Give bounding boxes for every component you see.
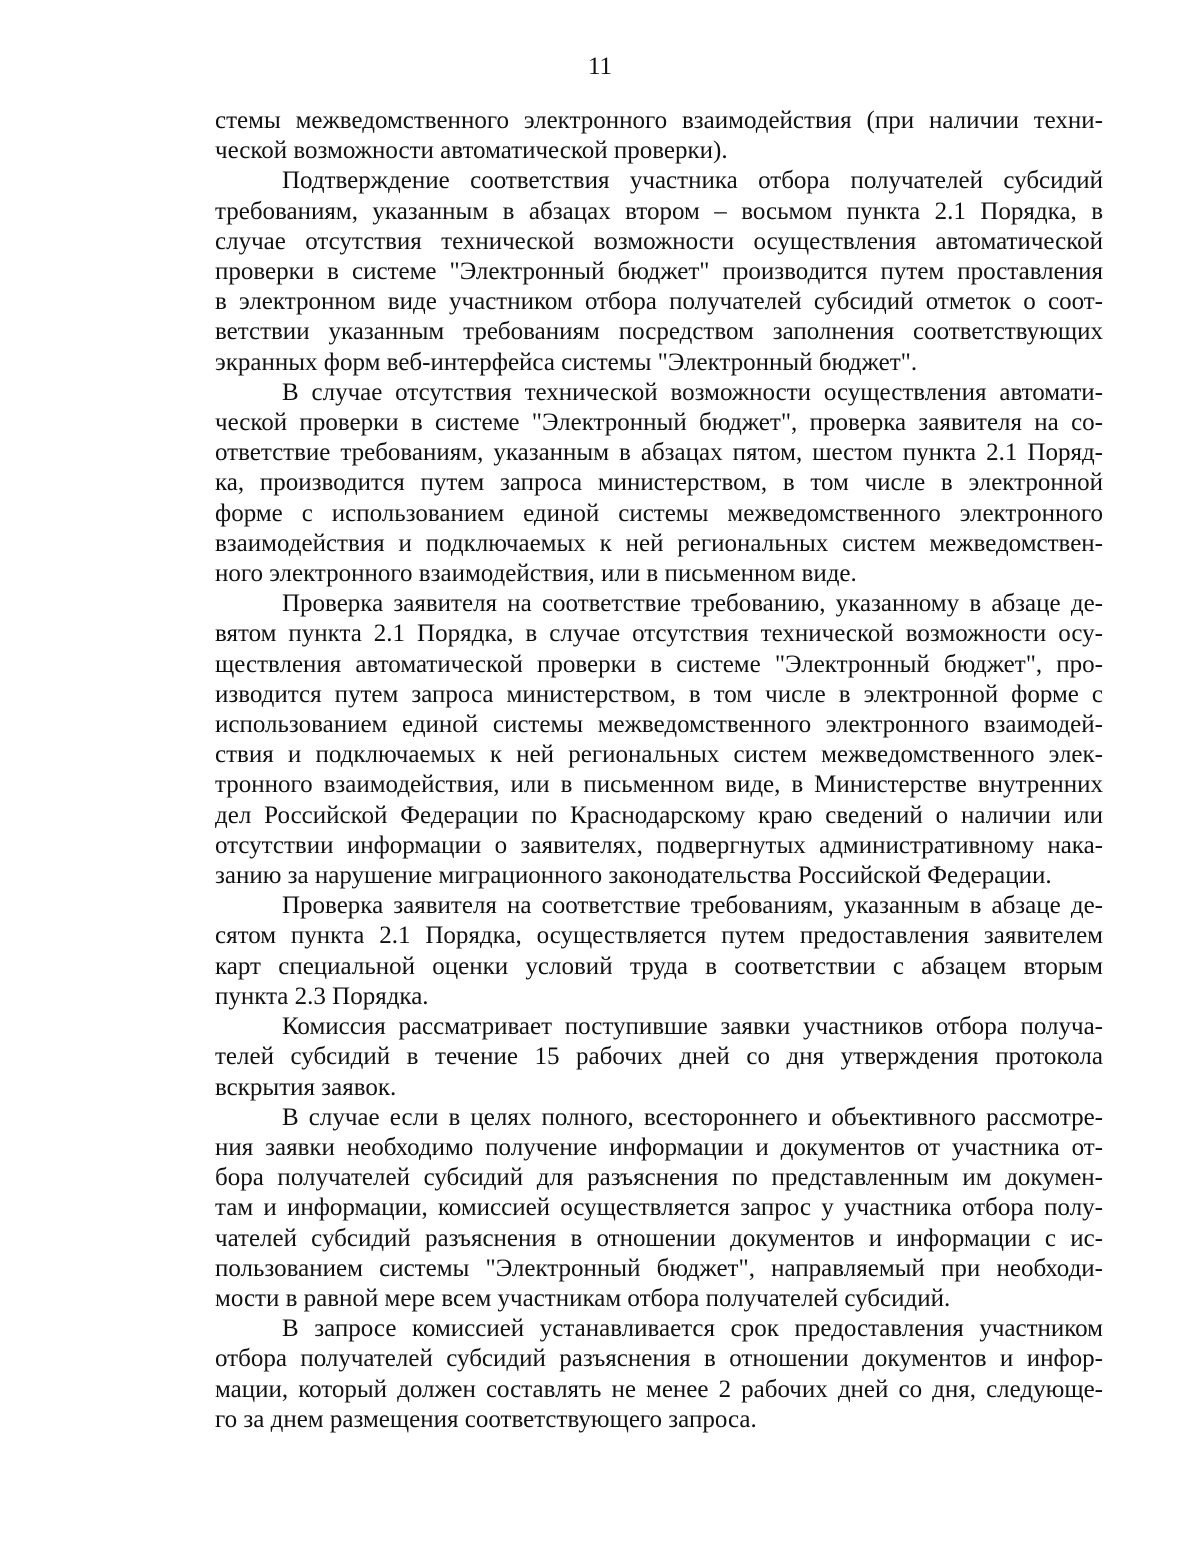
text-line: ществления автоматической проверки в системе "Электронный бюджет", про- (215, 650, 1103, 678)
text-line: телей субсидий в течение 15 рабочих дней со дня утверждения протокола (215, 1043, 1103, 1071)
text-line: ческой возможности автоматической проверки). (215, 137, 728, 165)
text-line: В запросе комиссией устанавливается срок предоставления участником (282, 1315, 1103, 1343)
text-line: В случае если в целях полного, всестороннего и объективного рассмотре- (282, 1103, 1103, 1131)
text-line: бора получателей субсидий для разъяснения по представленным им докумен- (215, 1164, 1103, 1192)
text-line: вятом пункта 2.1 Порядка, в случае отсутствия технической возможности осу- (215, 620, 1103, 648)
text-line: случае отсутствия технической возможности осуществления автоматической (215, 227, 1103, 255)
paragraph (215, 378, 1103, 589)
text-line: взаимодействия и подключаемых к ней региональных систем межведомствен- (215, 529, 1103, 557)
text-line: чателей субсидий разъяснения в отношении документов и информации с ис- (215, 1224, 1103, 1252)
text-line: дел Российской Федерации по Краснодарскому краю сведений о наличии или (215, 801, 1103, 829)
paragraph (215, 1012, 1103, 1103)
text-line: сятом пункта 2.1 Порядка, осуществляется путем предоставления заявителем (215, 922, 1103, 950)
text-line: ного электронного взаимодействия, или в письменном виде. (215, 560, 857, 588)
page-number: 11 (587, 53, 613, 80)
text-line: карт специальной оценки условий труда в соответствии с абзацем вторым (215, 952, 1103, 980)
text-line: изводится путем запроса министерством, в том числе в электронной форме с (215, 680, 1103, 708)
text-line: вскрытия заявок. (215, 1073, 397, 1101)
text-line: мации, который должен составлять не менее 2 рабочих дней со дня, следующе- (215, 1375, 1103, 1403)
text-line: Проверка заявителя на соответствие требованиям, указанным в абзаце де- (282, 892, 1103, 920)
text-line: ствия и подключаемых к ней региональных систем межведомственного элек- (215, 741, 1103, 769)
text-line: экранных форм веб-интерфейса системы "Электронный бюджет". (215, 348, 918, 376)
text-line: стемы межведомственного электронного взаимодействия (при наличии техни- (215, 107, 1103, 134)
text-line: в электронном виде участником отбора получателей субсидий отметок о соот- (215, 288, 1103, 316)
paragraph (215, 106, 1103, 166)
paragraph (215, 1314, 1103, 1435)
text-line: пользованием системы "Электронный бюджет", направляемый при необходи- (215, 1254, 1103, 1282)
text-line: тронного взаимодействия, или в письменном виде, в Министерстве внутренних (215, 771, 1103, 799)
text-line: го за днем размещения соответствующего запроса. (215, 1405, 757, 1433)
text-line: Подтверждение соответствия участника отбора получателей субсидий (282, 167, 1103, 195)
text-line: отбора получателей субсидий разъяснения в отношении документов и инфор- (215, 1345, 1103, 1373)
paragraph (215, 166, 1103, 377)
document-body (215, 106, 1103, 1435)
text-line: ответствие требованиям, указанным в абзацах пятом, шестом пункта 2.1 Поряд- (215, 439, 1103, 467)
text-line: пункта 2.3 Порядка. (215, 982, 429, 1010)
text-line: ветствии указанным требованиям посредством заполнения соответствующих (215, 318, 1103, 346)
paragraph (215, 589, 1103, 891)
paragraph (215, 1103, 1103, 1314)
text-line: там и информации, комиссией осуществляется запрос у участника отбора полу- (215, 1194, 1103, 1222)
text-line: использованием единой системы межведомственного электронного взаимодей- (215, 711, 1103, 739)
text-line: В случае отсутствия технической возможности осуществления автомати- (282, 378, 1103, 406)
text-line: ка, производится путем запроса министерством, в том числе в электронной (215, 469, 1103, 497)
text-line: Комиссия рассматривает поступившие заявки участников отбора получа- (282, 1013, 1103, 1041)
text-line: форме с использованием единой системы межведомственного электронного (215, 499, 1103, 527)
paragraph (215, 891, 1103, 1012)
text-line: Проверка заявителя на соответствие требованию, указанному в абзаце де- (282, 590, 1103, 618)
text-line: ческой проверки в системе "Электронный бюджет", проверка заявителя на со- (215, 409, 1103, 437)
text-line: ния заявки необходимо получение информации и документов от участника от- (215, 1133, 1103, 1161)
text-line: требованиям, указанным в абзацах втором – восьмом пункта 2.1 Порядка, в (215, 197, 1103, 225)
text-line: мости в равной мере всем участникам отбора получателей субсидий. (215, 1284, 951, 1312)
text-line: занию за нарушение миграционного законодательства Российской Федерации. (215, 862, 1052, 890)
text-line: отсутствии информации о заявителях, подвергнутых административному нака- (215, 831, 1103, 859)
text-line: проверки в системе "Электронный бюджет" производится путем проставления (215, 258, 1103, 286)
